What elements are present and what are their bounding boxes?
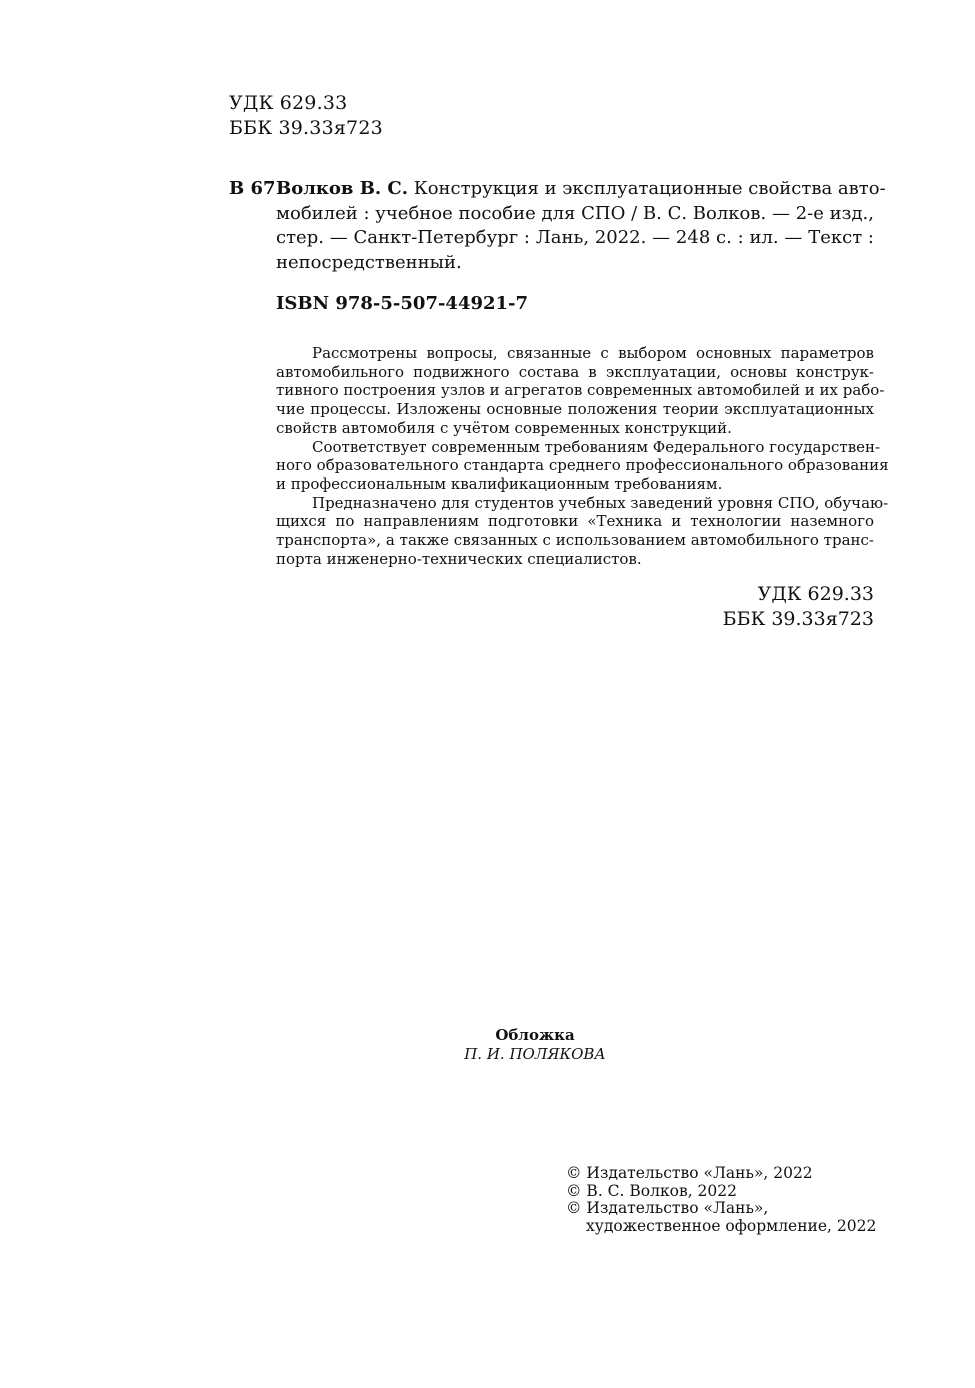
abstract-line: Предназначено для студентов учебных заведений уровня СПО, обучаю- [312,493,889,512]
abstract-line: Соответствует современным требованиям Федерального государствен- [312,437,881,456]
copyright-line: © Издательство «Лань», [566,1199,769,1217]
abstract-line: транспорта», а также связанных с использованием автомобильного транс- [276,531,874,550]
entry-line [276,177,886,202]
classification-block-bottom [600,582,874,632]
abstract-line: щихся по направлениям подготовки «Техника и технологии наземного [276,512,874,531]
udk-code: УДК 629.33 [229,92,348,114]
entry-line: непосредственный. [276,251,462,273]
abstract-line: порта инженерно-технических специалистов. [276,549,642,568]
cover-designer: П. И. ПОЛЯКОВА [464,1044,606,1063]
entry-author: Волков В. С. [276,178,409,199]
isbn: ISBN 978-5-507-44921-7 [276,293,529,314]
cover-credit [400,1026,670,1063]
classification-block-top [229,91,383,141]
abstract [276,344,889,568]
entry-line-text: Конструкция и эксплуатационные свойства авто- [413,178,886,199]
copyright-line: © Издательство «Лань», 2022 [566,1164,813,1182]
copyright-line: © В. С. Волков, 2022 [566,1181,737,1200]
abstract-line: Рассмотрены вопросы, связанные с выбором основных параметров [312,344,874,362]
catalog-code: В 67 [229,178,276,199]
entry-line: стер. — Санкт-Петербург : Лань, 2022. — 248 с. : ил. — Текст : [276,227,874,248]
cover-label: Обложка [495,1026,575,1044]
bibliographic-entry [276,177,886,275]
bbk-code: ББК 39.33я723 [722,608,874,630]
udk-code: УДК 629.33 [757,583,874,605]
abstract-line: свойств автомобиля с учётом современных конструкций. [276,418,732,437]
copyright-block [566,1165,876,1235]
abstract-line: и профессиональным квалификационным требованиям. [276,474,723,493]
copyright-line: художественное оформление, 2022 [586,1216,877,1235]
abstract-line: чие процессы. Изложены основные положения теории эксплуатационных [276,400,874,419]
abstract-line: ного образовательного стандарта среднего профессионального образования [276,456,889,475]
abstract-line: автомобильного подвижного состава в эксплуатации, основы конструк- [276,362,874,381]
bbk-code: ББК 39.33я723 [229,117,383,139]
entry-line: мобилей : учебное пособие для СПО / В. С. Волков. — 2-е изд., [276,202,874,224]
abstract-line: тивного построения узлов и агрегатов современных автомобилей и их рабо- [276,381,885,400]
